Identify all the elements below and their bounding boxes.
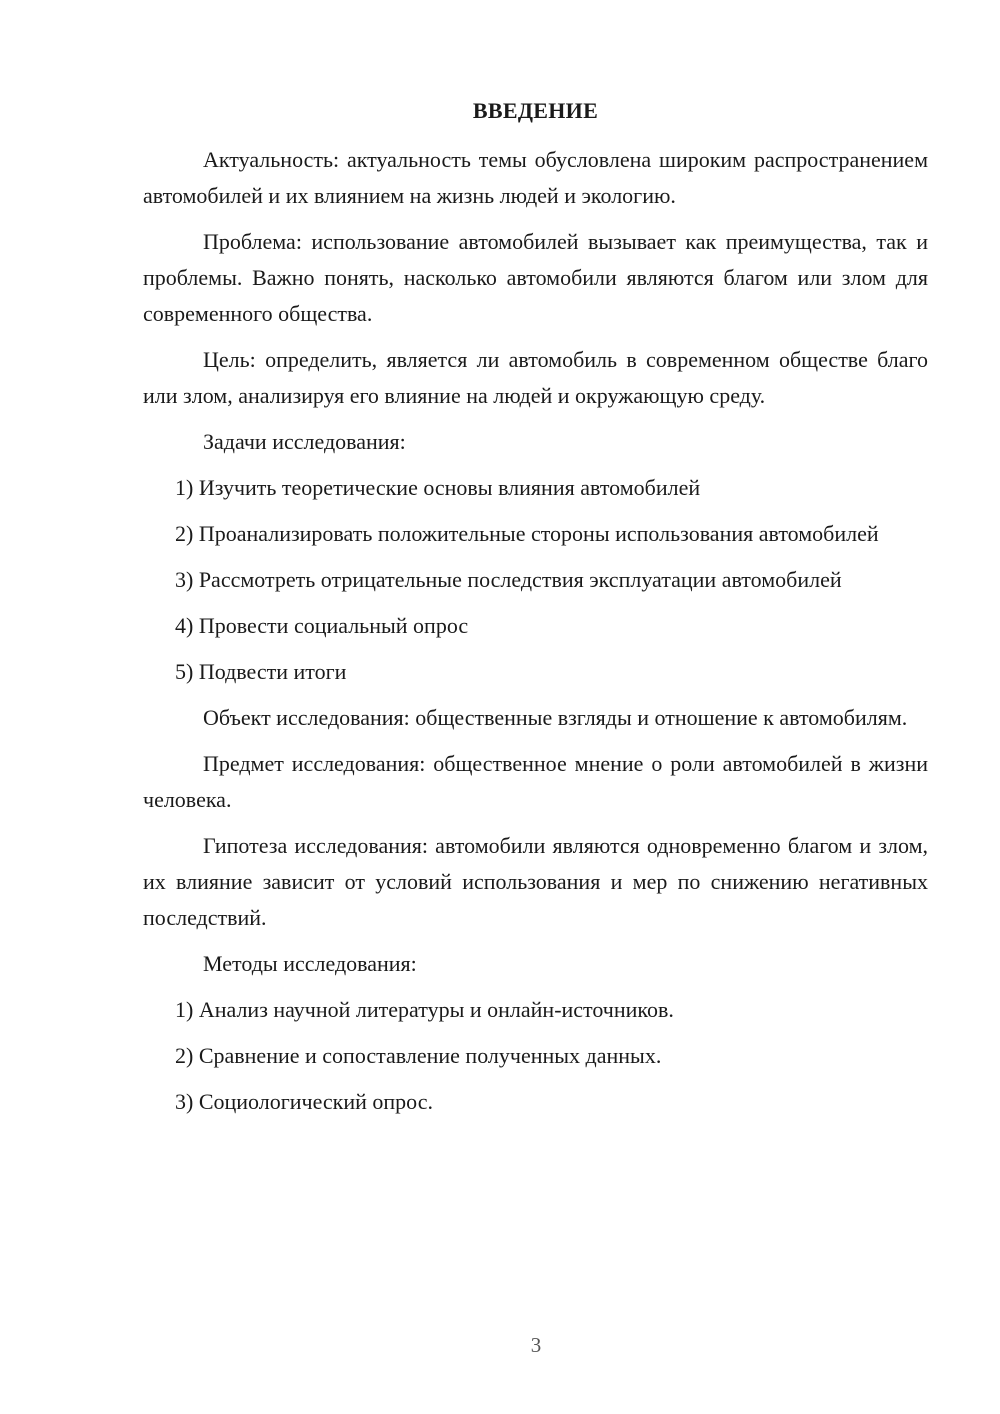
paragraph-hypothesis: Гипотеза исследования: автомобили являются одновременно благом и злом, их влияние зависит от условий использования и мер по снижению негативных последствий. bbox=[143, 833, 928, 930]
page-title: ВВЕДЕНИЕ bbox=[472, 98, 599, 123]
page-content bbox=[143, 96, 928, 1130]
list-item-task-2: 2) Проанализировать положительные стороны использования автомобилей bbox=[175, 521, 879, 546]
list-item-method-3: 3) Социологический опрос. bbox=[175, 1089, 433, 1114]
list-item-task-1: 1) Изучить теоретические основы влияния автомобилей bbox=[175, 475, 701, 500]
paragraph-goal: Цель: определить, является ли автомобиль в современном обществе благо или злом, анализируя его влияние на людей и окружающую среду. bbox=[143, 347, 928, 408]
paragraph-tasks-heading: Задачи исследования: bbox=[203, 429, 406, 454]
paragraph-problem: Проблема: использование автомобилей вызывает как преимущества, так и проблемы. Важно понять, насколько автомобили являются благом или злом для современного общества. bbox=[143, 229, 928, 326]
list-item-task-4: 4) Провести социальный опрос bbox=[175, 613, 469, 638]
paragraph-subject: Предмет исследования: общественное мнение о роли автомобилей в жизни человека. bbox=[143, 751, 928, 812]
paragraph-relevance: Актуальность: актуальность темы обусловлена широким распространением автомобилей и их влиянием на жизнь людей и экологию. bbox=[143, 147, 928, 208]
list-item-method-2: 2) Сравнение и сопоставление полученных данных. bbox=[175, 1043, 662, 1068]
list-item-task-5: 5) Подвести итоги bbox=[175, 659, 347, 684]
list-item-task-3: 3) Рассмотреть отрицательные последствия эксплуатации автомобилей bbox=[175, 567, 842, 592]
list-item-method-1: 1) Анализ научной литературы и онлайн-источников. bbox=[175, 997, 674, 1022]
page-number: 3 bbox=[530, 1333, 542, 1357]
paragraph-methods-heading: Методы исследования: bbox=[203, 951, 417, 976]
paragraph-object: Объект исследования: общественные взгляды и отношение к автомобилям. bbox=[203, 705, 908, 730]
